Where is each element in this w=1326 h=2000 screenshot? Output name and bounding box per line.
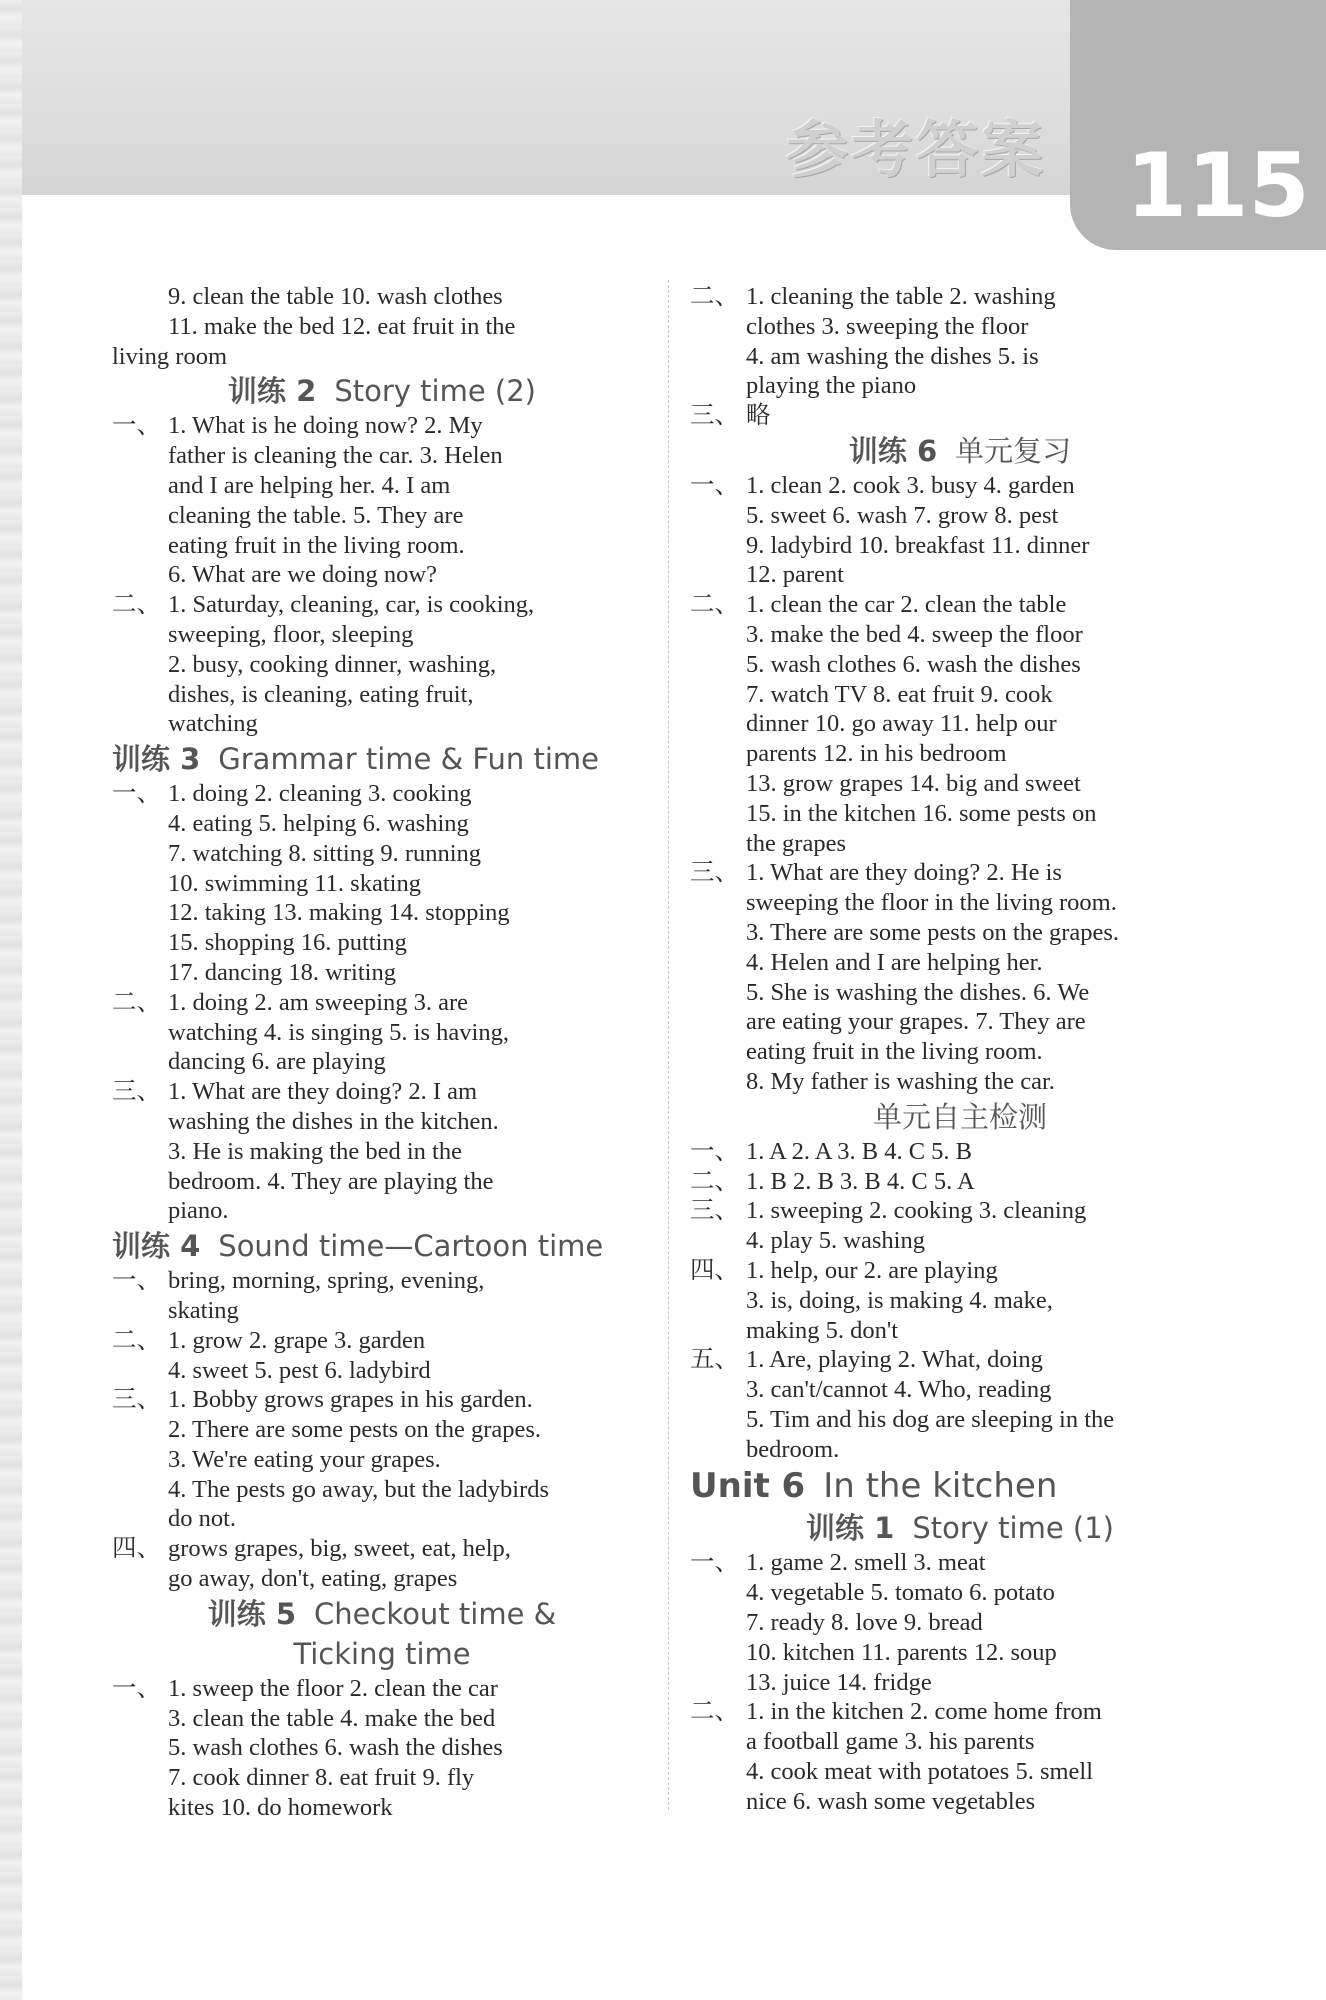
answer-line: [112, 1266, 652, 1296]
answer-text: 8. My father is washing the car.: [746, 1067, 1055, 1095]
section-heading: [112, 1594, 652, 1634]
answer-text: 5. sweet 6. wash 7. grow 8. pest: [746, 501, 1059, 529]
answer-line: [690, 590, 1230, 620]
answer-text: 7. cook dinner 8. eat fruit 9. fly: [168, 1764, 475, 1792]
answer-line: [112, 1326, 652, 1356]
answer-text: 2. busy, cooking dinner, washing,: [168, 650, 497, 678]
answer-line: [690, 282, 1230, 312]
answer-line: [690, 471, 1230, 501]
answer-text: 12. parent: [746, 561, 844, 589]
answer-line: [112, 1564, 652, 1594]
section-title: Ticking time: [293, 1636, 471, 1671]
answer-text: bring, morning, spring, evening,: [168, 1267, 485, 1295]
section-title: Sound time—Cartoon time: [218, 1229, 604, 1264]
answer-text: 7. ready 8. love 9. bread: [746, 1609, 983, 1637]
answer-line: [690, 1316, 1230, 1346]
answer-text: 13. grow grapes 14. big and sweet: [746, 769, 1081, 797]
question-marker: 一、: [690, 1137, 739, 1165]
answer-line: [112, 1356, 652, 1386]
answer-line: [690, 1548, 1230, 1578]
answer-line: [690, 401, 1230, 431]
answer-text: 4. vegetable 5. tomato 6. potato: [746, 1579, 1055, 1607]
answer-line: [690, 1196, 1230, 1226]
question-marker: 五、: [690, 1346, 739, 1374]
section-label: 训练 6: [848, 433, 938, 468]
answer-text: 5. wash clothes 6. wash the dishes: [746, 650, 1081, 678]
answer-line: [690, 709, 1230, 739]
answer-line: [690, 1578, 1230, 1608]
section-label: 训练 5: [207, 1596, 297, 1631]
question-marker: 四、: [690, 1256, 739, 1284]
answer-text: 5. She is washing the dishes. 6. We: [746, 978, 1090, 1006]
answer-text: 17. dancing 18. writing: [168, 958, 396, 986]
answer-text: 1. What are they doing? 2. I am: [168, 1078, 478, 1106]
answer-text: 1. clean 2. cook 3. busy 4. garden: [746, 471, 1075, 499]
answer-line: [112, 1047, 652, 1077]
answer-line: [112, 531, 652, 561]
answer-line: [112, 1733, 652, 1763]
answer-line: [112, 501, 652, 531]
answer-text: 1. clean the car 2. clean the table: [746, 591, 1067, 619]
answer-text: 3. There are some pests on the grapes.: [746, 918, 1120, 946]
section-label: 训练 3: [112, 742, 201, 777]
answer-text: dishes, is cleaning, eating fruit,: [168, 680, 474, 708]
answer-line: [112, 839, 652, 869]
answer-text: 4. cook meat with potatoes 5. smell: [746, 1758, 1094, 1786]
answer-line: [690, 650, 1230, 680]
answer-text: dinner 10. go away 11. help our: [746, 710, 1057, 738]
answer-text: living room: [112, 342, 228, 370]
answer-line: [690, 1697, 1230, 1727]
answer-line: [112, 1167, 652, 1197]
answer-text: 1. in the kitchen 2. come home from: [746, 1698, 1102, 1726]
answer-text: 1. B 2. B 3. B 4. C 5. A: [746, 1167, 975, 1195]
answer-line: [112, 1196, 652, 1226]
answer-text: bedroom.: [746, 1435, 840, 1463]
answer-line: [690, 560, 1230, 590]
question-marker: 二、: [690, 1167, 739, 1195]
section-title: In the kitchen: [823, 1466, 1058, 1507]
answer-text: 略: [746, 402, 771, 430]
header-title: 参考答案: [786, 113, 1047, 186]
answer-text: 1. cleaning the table 2. washing: [746, 283, 1056, 310]
answer-line: [690, 799, 1230, 829]
question-marker: 四、: [112, 1535, 161, 1563]
section-heading: [690, 431, 1230, 471]
question-marker: 二、: [690, 591, 739, 619]
answer-text: 1. What is he doing now? 2. My: [168, 412, 483, 440]
answer-line: [690, 858, 1230, 888]
answer-line: [690, 1668, 1230, 1698]
answer-line: [112, 650, 652, 680]
answer-line: [690, 620, 1230, 650]
answer-line: [690, 1757, 1230, 1787]
answer-text: 6. What are we doing now?: [168, 561, 437, 589]
answer-line: [112, 1763, 652, 1793]
answer-line: [112, 411, 652, 441]
answer-line: [112, 1296, 652, 1326]
answer-line: [690, 371, 1230, 401]
answer-text: 5. Tim and his dog are sleeping in the: [746, 1405, 1115, 1433]
answer-line: [690, 918, 1230, 948]
section-title: Checkout time &: [314, 1596, 557, 1631]
answer-line: [690, 1727, 1230, 1757]
answer-line: [112, 1385, 652, 1415]
answer-text: 12. taking 13. making 14. stopping: [168, 899, 510, 927]
answer-line: [690, 948, 1230, 978]
answer-text: grows grapes, big, sweet, eat, help,: [168, 1535, 511, 1563]
answer-line: [112, 1445, 652, 1475]
answer-line: [690, 1435, 1230, 1465]
answer-line: [690, 1137, 1230, 1167]
question-marker: 三、: [112, 1078, 161, 1106]
answer-line: [112, 471, 652, 501]
question-marker: 二、: [690, 283, 739, 310]
answer-line: [112, 988, 652, 1018]
answer-line: [690, 342, 1230, 372]
section-title: Grammar time & Fun time: [218, 742, 600, 777]
question-marker: 三、: [690, 859, 739, 887]
answer-text: 3. clean the table 4. make the bed: [168, 1704, 496, 1732]
question-marker: 二、: [690, 1698, 739, 1726]
answer-text: 1. doing 2. cleaning 3. cooking: [168, 780, 472, 808]
answer-text: 3. He is making the bed in the: [168, 1137, 462, 1165]
answer-text: 4. The pests go away, but the ladybirds: [168, 1475, 550, 1503]
answer-text: 3. We're eating your grapes.: [168, 1445, 441, 1473]
answer-line: [112, 1504, 652, 1534]
answer-text: 9. clean the table 10. wash clothes: [168, 283, 503, 310]
answer-text: 1. Saturday, cleaning, car, is cooking,: [168, 591, 535, 619]
answer-line: [690, 1037, 1230, 1067]
answer-line: [690, 1638, 1230, 1668]
answer-text: 1. Bobby grows grapes in his garden.: [168, 1386, 533, 1414]
right-column: [690, 282, 1230, 1817]
answer-line: [112, 441, 652, 471]
answer-text: 1. sweeping 2. cooking 3. cleaning: [746, 1197, 1087, 1225]
answer-text: and I are helping her. 4. I am: [168, 471, 451, 499]
answer-line: [112, 1704, 652, 1734]
answer-text: nice 6. wash some vegetables: [746, 1787, 1036, 1815]
section-heading: [690, 1464, 1230, 1508]
torn-page-edge: [0, 0, 22, 2000]
question-marker: 二、: [112, 1326, 161, 1354]
question-marker: 一、: [112, 412, 161, 440]
section-title: Story time (1): [912, 1511, 1114, 1546]
answer-text: 1. What are they doing? 2. He is: [746, 859, 1062, 887]
answer-text: watching: [168, 710, 258, 738]
answer-text: 1. Are, playing 2. What, doing: [746, 1346, 1043, 1374]
answer-text: a football game 3. his parents: [746, 1728, 1035, 1756]
section-heading: [112, 1634, 652, 1674]
answer-line: [690, 680, 1230, 710]
answer-line: [112, 779, 652, 809]
answer-line: [690, 312, 1230, 342]
section-label: Unit 6: [690, 1466, 806, 1507]
answer-line: [690, 501, 1230, 531]
answer-text: 1. sweep the floor 2. clean the car: [168, 1674, 498, 1702]
answer-line: [112, 282, 652, 312]
question-marker: 一、: [690, 471, 739, 499]
answer-line: [112, 809, 652, 839]
answer-line: [690, 1067, 1230, 1097]
answer-line: [112, 1137, 652, 1167]
question-marker: 一、: [690, 1549, 739, 1577]
answer-text: 1. help, our 2. are playing: [746, 1256, 998, 1284]
answer-text: kites 10. do homework: [168, 1794, 393, 1822]
answer-text: piano.: [168, 1197, 229, 1225]
section-label: 训练 4: [112, 1229, 201, 1264]
section-heading: [690, 1097, 1230, 1137]
answer-text: watching 4. is singing 5. is having,: [168, 1018, 509, 1046]
section-heading: [112, 371, 652, 411]
left-column: [112, 282, 652, 1823]
answer-text: sweeping the floor in the living room.: [746, 889, 1117, 917]
answer-text: do not.: [168, 1505, 237, 1533]
page-number: 115: [1126, 134, 1310, 237]
answer-text: 4. eating 5. helping 6. washing: [168, 809, 469, 837]
answer-line: [112, 312, 652, 342]
answer-line: [690, 739, 1230, 769]
answer-text: eating fruit in the living room.: [168, 531, 465, 559]
answer-line: [112, 869, 652, 899]
question-marker: 一、: [112, 780, 161, 808]
question-marker: 三、: [112, 1386, 161, 1414]
question-marker: 二、: [112, 988, 161, 1016]
answer-line: [690, 1345, 1230, 1375]
answer-text: 5. wash clothes 6. wash the dishes: [168, 1734, 503, 1762]
question-marker: 三、: [690, 402, 739, 430]
answer-line: [690, 531, 1230, 561]
answer-line: [112, 1415, 652, 1445]
answer-text: 15. in the kitchen 16. some pests on: [746, 799, 1097, 827]
answer-text: 7. watching 8. sitting 9. running: [168, 839, 482, 867]
answer-text: 3. can't/cannot 4. Who, reading: [746, 1376, 1052, 1404]
answer-line: [112, 1793, 652, 1823]
answer-line: [690, 978, 1230, 1008]
answer-text: go away, don't, eating, grapes: [168, 1565, 458, 1593]
answer-line: [112, 620, 652, 650]
answer-line: [112, 1107, 652, 1137]
section-heading: [112, 739, 652, 779]
answer-text: 10. kitchen 11. parents 12. soup: [746, 1638, 1057, 1666]
question-marker: 二、: [112, 591, 161, 619]
answer-text: 10. swimming 11. skating: [168, 869, 421, 897]
answer-line: [690, 1167, 1230, 1197]
answer-text: 4. sweet 5. pest 6. ladybird: [168, 1356, 431, 1384]
answer-line: [690, 1787, 1230, 1817]
answer-text: 1. game 2. smell 3. meat: [746, 1549, 986, 1577]
answer-line: [112, 1077, 652, 1107]
answer-line: [112, 560, 652, 590]
answer-text: 3. is, doing, is making 4. make,: [746, 1286, 1053, 1314]
answer-text: are eating your grapes. 7. They are: [746, 1008, 1086, 1036]
answer-line: [112, 898, 652, 928]
section-label: 训练 2: [228, 374, 317, 409]
answer-text: eating fruit in the living room.: [746, 1038, 1043, 1066]
section-title: 单元自主检测: [872, 1099, 1047, 1134]
answer-line: [112, 1534, 652, 1564]
section-heading: [112, 1226, 652, 1266]
answer-text: 15. shopping 16. putting: [168, 929, 407, 957]
answer-text: making 5. don't: [746, 1316, 899, 1344]
answer-text: skating: [168, 1296, 239, 1324]
answer-line: [690, 1256, 1230, 1286]
answer-line: [690, 769, 1230, 799]
answer-text: 4. am washing the dishes 5. is: [746, 342, 1039, 370]
answer-text: 11. make the bed 12. eat fruit in the: [168, 312, 516, 340]
answer-text: dancing 6. are playing: [168, 1048, 386, 1076]
answer-text: 4. Helen and I are helping her.: [746, 948, 1043, 976]
answer-line: [112, 590, 652, 620]
answer-line: [690, 1286, 1230, 1316]
answer-line: [112, 709, 652, 739]
answer-line: [112, 958, 652, 988]
answer-line: [690, 1405, 1230, 1435]
answer-line: [690, 1608, 1230, 1638]
answer-line: [112, 1674, 652, 1704]
answer-line: [690, 1375, 1230, 1405]
answer-text: 1. grow 2. grape 3. garden: [168, 1326, 426, 1354]
answer-line: [112, 928, 652, 958]
answer-line: [112, 680, 652, 710]
section-heading: [690, 1508, 1230, 1548]
answer-line: [690, 829, 1230, 859]
answer-text: bedroom. 4. They are playing the: [168, 1167, 494, 1195]
answer-line: [690, 1226, 1230, 1256]
answer-text: 4. play 5. washing: [746, 1227, 925, 1255]
question-marker: 一、: [112, 1674, 161, 1702]
answer-text: father is cleaning the car. 3. Helen: [168, 442, 503, 470]
answer-text: 2. There are some pests on the grapes.: [168, 1416, 542, 1444]
section-label: 训练 1: [806, 1511, 895, 1546]
answer-text: 9. ladybird 10. breakfast 11. dinner: [746, 531, 1090, 559]
answer-text: the grapes: [746, 829, 846, 857]
answer-text: 3. make the bed 4. sweep the floor: [746, 620, 1083, 648]
answer-text: playing the piano: [746, 372, 917, 400]
answer-text: cleaning the table. 5. They are: [168, 501, 464, 529]
section-title: Story time (2): [334, 374, 536, 409]
answer-text: sweeping, floor, sleeping: [168, 620, 414, 648]
answer-text: clothes 3. sweeping the floor: [746, 312, 1029, 340]
column-divider: [668, 280, 669, 1810]
answer-text: 1. A 2. A 3. B 4. C 5. B: [746, 1137, 973, 1165]
answer-line: [690, 888, 1230, 918]
answer-text: 1. doing 2. am sweeping 3. are: [168, 988, 469, 1016]
question-marker: 一、: [112, 1267, 161, 1295]
section-title: 单元复习: [955, 433, 1072, 468]
answer-text: parents 12. in his bedroom: [746, 740, 1007, 768]
answer-line: [690, 1007, 1230, 1037]
question-marker: 三、: [690, 1197, 739, 1225]
answer-line: [112, 342, 652, 372]
answer-line: [112, 1018, 652, 1048]
answer-text: 7. watch TV 8. eat fruit 9. cook: [746, 680, 1053, 708]
answer-line: [112, 1475, 652, 1505]
answer-text: washing the dishes in the kitchen.: [168, 1107, 499, 1135]
answer-text: 13. juice 14. fridge: [746, 1668, 932, 1696]
